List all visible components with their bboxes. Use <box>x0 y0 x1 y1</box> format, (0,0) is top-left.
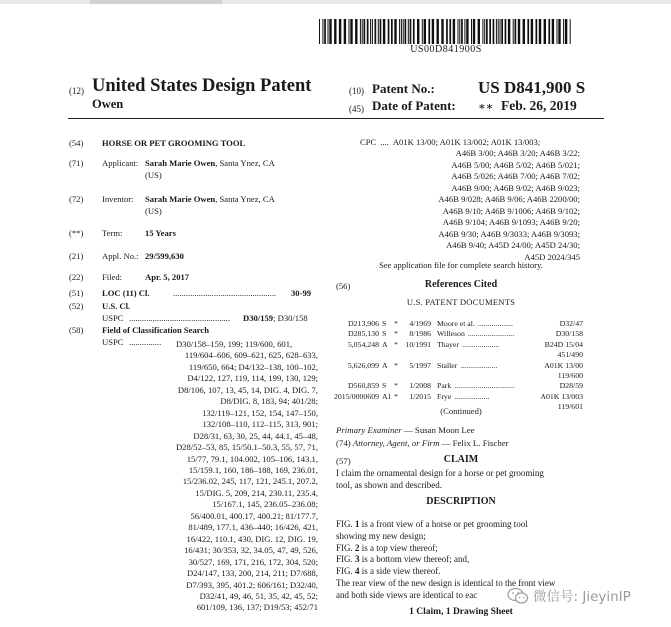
ref-name-cell <box>437 392 489 402</box>
barcode-bar <box>364 19 366 44</box>
barcode-bar <box>405 19 407 44</box>
fig-label: FIG. <box>336 566 353 577</box>
ref-star: * <box>394 319 398 328</box>
reference-row <box>333 392 583 402</box>
term-value: 15 Years <box>145 228 176 238</box>
barcode-bar <box>437 19 439 44</box>
classification-line: D4/122, 127, 119, 114, 199, 130, 129; <box>187 373 318 384</box>
claim-text <box>336 467 584 491</box>
classification-line: D30/158–159, 199; 119/600, 601, <box>176 339 293 349</box>
ref-num: D213,906 <box>348 319 379 328</box>
barcode-bar <box>552 19 554 44</box>
ref-num: 2015/0000609 <box>333 391 379 401</box>
barcode-bar <box>394 19 396 44</box>
cpc-line: A46B 9/028; A46B 9/06; A46B 2200/00; <box>438 194 580 205</box>
barcode-bar <box>478 19 480 44</box>
barcode-bar <box>498 19 499 44</box>
us-cl-value <box>243 313 308 325</box>
fig-number: 3 <box>355 554 360 565</box>
classification-line: 16/431; 30/353, 32, 34.05, 47, 49, 526, <box>184 545 318 556</box>
fig-number: 1 <box>355 519 360 529</box>
ref-name-cell <box>437 329 515 339</box>
top-bar-tab <box>90 0 222 4</box>
ref-date: 10/1991 <box>405 339 431 349</box>
barcode-bar <box>334 19 336 44</box>
reference-row-continued <box>333 371 583 381</box>
ref-name: Thayer <box>437 339 460 349</box>
barcode-bar <box>464 19 465 44</box>
field-num: (71) <box>69 158 84 168</box>
ref-name: Staller <box>437 360 458 370</box>
barcode-bar <box>370 19 371 44</box>
barcode-bar <box>459 19 460 44</box>
inventor-name: Sarah Marie Owen <box>145 194 216 204</box>
applicant-location: , Santa Ynez, CA <box>215 158 275 168</box>
code-57: (57) <box>336 456 351 466</box>
barcode-bar <box>536 19 538 44</box>
barcode-bar <box>484 19 485 44</box>
rear-line: The rear view of the new design is identical to the front view <box>336 577 556 588</box>
barcode-bar <box>493 19 495 44</box>
term-label: Term: <box>102 228 123 238</box>
search-dots: ............... <box>129 337 162 347</box>
field-of-search-label: Field of Classification Search <box>102 325 210 335</box>
claim-line: tool, as shown and described. <box>336 480 442 490</box>
claims-summary: 1 Claim, 1 Drawing Sheet <box>409 607 513 617</box>
code-45: (45) <box>349 104 364 114</box>
fig-desc: is a front view of a horse or pet grooming tool <box>361 519 528 529</box>
inventor-surname: Owen <box>92 97 124 111</box>
barcode-bar <box>527 19 529 44</box>
barcode-bar <box>401 19 402 44</box>
references-title: References Cited <box>424 279 498 290</box>
field-num: (52) <box>69 301 84 311</box>
patent-date: Feb. 26, 2019 <box>501 98 577 113</box>
examiner-name: — Susan Moon Lee <box>403 425 475 435</box>
applicant-label: Applicant: <box>102 158 139 168</box>
barcode-bar <box>362 19 363 44</box>
classification-line: 119/604–606, 609–621, 625, 628–633, <box>184 350 318 361</box>
top-bar <box>0 0 671 4</box>
loc-value: 30-99 <box>291 288 312 298</box>
classification-line: 16/422, 110.1, 430, DIG. 12, DIG. 19, <box>186 533 318 544</box>
fig-desc: is a top view thereof; <box>361 542 438 553</box>
attorney-name: — Felix L. Fischer <box>441 438 509 448</box>
us-cl-rest: ; D30/158 <box>273 313 308 323</box>
inventor-value <box>145 194 275 206</box>
classification-line: 132/108–110, 112–115, 313, 901; <box>202 419 318 430</box>
reference-row <box>333 361 583 371</box>
applicant-value <box>145 158 275 170</box>
barcode-bar <box>446 19 448 44</box>
cpc-line: A46B 5/026; A46B 7/00; A46B 7/02; <box>451 171 580 182</box>
barcode-bar <box>391 19 393 44</box>
barcode-bar <box>466 19 468 44</box>
barcode-bar <box>544 19 546 44</box>
ref-dots: ............................... <box>454 381 515 391</box>
cpc-dots: .... <box>380 137 389 147</box>
ref-date: 1/2015 <box>409 391 431 401</box>
barcode-bar <box>548 19 550 44</box>
ref-name-cell <box>437 319 513 329</box>
wechat-icon <box>507 587 529 605</box>
barcode-bar <box>422 19 423 44</box>
primary-examiner <box>336 425 475 435</box>
cpc-line: A46B 9/40; A45D 24/00; A45D 24/30; <box>446 240 580 251</box>
barcode-bar <box>501 19 503 44</box>
ref-cls: D28/59 <box>559 381 583 391</box>
search-history-note: See application file for complete search history. <box>379 260 543 270</box>
classification-line: 132/119–121, 152, 154, 147–150, <box>202 407 318 418</box>
ref-cls: A01K 13/003 <box>540 391 583 401</box>
barcode-bar <box>367 19 369 44</box>
barcode-bar <box>513 19 514 44</box>
barcode-bar <box>344 19 346 44</box>
fig-line <box>336 543 584 555</box>
barcode-bar <box>417 19 419 44</box>
fig-line: showing my new design; <box>336 530 426 541</box>
cpc-line: A46B 9/104; A46B 9/1093; A46B 9/20; <box>442 217 580 228</box>
classification-line: D28/52–53, 85, 15/50.1–50.3, 55, 57, 71, <box>175 442 318 453</box>
ref-flag: S <box>382 319 387 328</box>
date-label: Date of Patent: <box>372 98 456 113</box>
classification-line: 15/167.1, 145, 236.05–236.08; <box>212 499 318 510</box>
examiner-label: Primary Examiner <box>336 425 402 435</box>
barcode-bar <box>360 19 361 44</box>
barcode-bar <box>557 19 558 44</box>
watermark-text: 微信号: JieyinIP <box>533 589 631 605</box>
ref-name: Frye <box>437 391 452 401</box>
barcode-bar <box>329 19 331 44</box>
inventor-country: (US) <box>145 206 162 216</box>
barcode-bar <box>500 19 501 44</box>
ref-star: * <box>394 360 398 370</box>
barcode-bar <box>489 19 491 44</box>
barcode-bar <box>378 19 379 44</box>
fig-desc: is a bottom view thereof; and, <box>361 554 470 565</box>
barcode-bar <box>399 19 400 44</box>
loc-label: LOC (11) Cl. <box>102 288 150 298</box>
ref-cls-cont: 119/601 <box>557 402 583 412</box>
barcode-number: US00D841900S <box>410 44 482 55</box>
fig-line <box>336 554 584 566</box>
field-num: (72) <box>69 194 84 204</box>
ref-date: 8/1986 <box>409 329 431 339</box>
reference-row <box>333 381 583 391</box>
fig-line <box>336 519 584 531</box>
cpc-block <box>360 137 580 263</box>
classification-line: D8/106, 107, 13, 45, 14, DIG. 4, DIG. 7, <box>177 384 318 395</box>
barcode-bar <box>508 19 510 44</box>
barcode-bar <box>565 19 567 44</box>
ref-star: * <box>394 339 398 349</box>
reference-row <box>333 329 583 339</box>
ref-dots: ................... <box>462 339 500 349</box>
barcode-bar <box>328 19 329 44</box>
barcode <box>319 19 573 44</box>
fig-label: FIG. <box>336 554 353 565</box>
barcode-bar <box>523 19 525 44</box>
barcode-bar <box>319 19 320 44</box>
reference-row <box>333 340 583 350</box>
ref-name-cell <box>437 340 499 350</box>
barcode-bar <box>380 19 382 44</box>
fig-number: 2 <box>355 542 360 553</box>
classification-line: 15/DIG. 5, 209, 214, 230.11, 235.4, <box>195 487 318 498</box>
code-74: (74) <box>336 438 351 448</box>
barcode-bar <box>563 19 564 44</box>
applicant-country: (US) <box>145 170 162 180</box>
ref-cls-cont: 119/600 <box>557 370 583 380</box>
barcode-bar <box>383 19 385 44</box>
barcode-bar <box>458 19 459 44</box>
field-num: (54) <box>69 138 84 148</box>
cpc-codes: A01K 13/00; A01K 13/002; A01K 13/003; <box>392 137 541 147</box>
code-12: (12) <box>69 86 84 96</box>
field-num: (51) <box>69 288 84 298</box>
barcode-bar <box>461 19 463 44</box>
classification-line: 15/77, 79.1, 104.002, 105–106, 143.1, <box>186 453 318 464</box>
ref-name: Willeson <box>437 329 465 339</box>
fig-desc: is a side view thereof. <box>361 566 441 577</box>
cpc-line: A46B 3/00; A46B 3/20; A46B 3/22; <box>455 148 580 159</box>
classification-line: D28/31, 63, 30, 25, 44, 44.1, 45–48, <box>193 430 318 441</box>
document-title: United States Design Patent <box>92 76 312 96</box>
barcode-bar <box>486 19 488 44</box>
cpc-line: A46B 9/00; A46B 9/02; A46B 9/023; <box>451 182 580 193</box>
ref-flag: A <box>382 339 388 349</box>
invention-title: HORSE OR PET GROOMING TOOL <box>102 138 246 148</box>
field-num: (22) <box>69 272 84 282</box>
patent-number: US D841,900 S <box>478 78 586 97</box>
cpc-label: CPC <box>360 137 377 147</box>
ref-flag: A <box>382 360 388 370</box>
ref-name-cell <box>437 361 497 371</box>
barcode-bar <box>441 19 443 44</box>
fig-label: FIG. <box>336 519 353 529</box>
classification-line: D24/147, 133, 200, 214, 211; D7/688, <box>187 568 318 579</box>
classification-line: 81/489, 177.1, 436–440; 16/426, 421, <box>188 522 318 533</box>
barcode-bar <box>324 19 326 44</box>
ref-cls: A01K 13/00 <box>544 360 583 370</box>
barcode-bar <box>375 19 377 44</box>
search-uspc: USPC <box>102 337 124 347</box>
classification-line: 30/527, 169, 171, 216, 172, 304, 520; <box>188 556 318 567</box>
inventor-label: Inventor: <box>102 194 134 204</box>
barcode-bar <box>322 19 323 44</box>
us-cl-label: U.S. Cl. <box>102 301 131 311</box>
barcode-bar <box>432 19 434 44</box>
barcode-bar <box>403 19 404 44</box>
ref-date: 1/2008 <box>409 381 431 391</box>
reference-row-continued <box>333 350 583 360</box>
classification-line: 601/109, 136, 137; D19/53; 452/71 <box>196 602 318 613</box>
us-cl-dots: ............................................... <box>129 313 230 323</box>
barcode-bar <box>388 19 390 44</box>
ref-flag: A1 <box>382 391 392 401</box>
patent-no-label: Patent No.: <box>372 81 435 96</box>
ref-name-cell <box>437 381 515 391</box>
reference-row <box>333 319 583 329</box>
ref-date: 5/1997 <box>409 360 431 370</box>
us-cl-main: D30/159 <box>243 313 274 323</box>
filed-value: Apr. 5, 2017 <box>145 272 190 282</box>
references-list <box>333 319 583 413</box>
inventor-location: , Santa Ynez, CA <box>215 194 275 204</box>
description-title: DESCRIPTION <box>426 496 496 507</box>
ref-star: * <box>394 329 398 339</box>
classification-lines <box>100 339 318 614</box>
watermark <box>507 585 667 607</box>
cpc-line: A45D 2024/345 <box>524 251 580 262</box>
barcode-bar <box>473 19 475 44</box>
ref-num: D560,859 <box>348 381 379 391</box>
barcode-bar <box>496 19 497 44</box>
barcode-bar <box>428 19 430 44</box>
ref-num: 5,054,248 <box>347 339 379 349</box>
field-num: (21) <box>69 251 84 261</box>
applicant-name: Sarah Marie Owen <box>145 158 216 168</box>
barcode-bar <box>410 19 412 44</box>
ref-flag: S <box>382 381 387 391</box>
barcode-bar <box>424 19 426 44</box>
date-mark: ∗∗ <box>478 101 494 113</box>
us-cl-uspc: USPC <box>102 313 124 323</box>
appl-no-value: 29/599,630 <box>145 251 184 261</box>
claim-title: CLAIM <box>443 454 479 465</box>
filed-label: Filed: <box>102 272 123 282</box>
barcode-bar <box>449 19 451 44</box>
ref-name: Park <box>437 381 452 391</box>
ref-star: * <box>394 391 398 401</box>
barcode-bar <box>518 19 520 44</box>
classification-line: D8/DIG. 8, 183, 94; 401/28; <box>220 396 318 407</box>
classification-line: 15/236.02, 245, 117, 121, 245.1, 207.2, <box>182 476 318 487</box>
ref-cls: B24D 15/04 <box>544 339 583 349</box>
continued-label: (Continued) <box>440 406 482 416</box>
ref-num: D285,130 <box>348 329 379 339</box>
field-num: (58) <box>69 325 84 335</box>
ref-dots: ........................ <box>467 329 515 339</box>
classification-line: D32/41, 49, 46, 51, 35, 42, 45, 52; <box>199 590 318 601</box>
barcode-bar <box>505 19 507 44</box>
code-56: (56) <box>336 281 351 291</box>
barcode-bar <box>355 19 357 44</box>
ref-name: Moore et al. <box>437 319 475 328</box>
barcode-bar <box>349 19 350 44</box>
barcode-bar <box>471 19 472 44</box>
barcode-bar <box>558 19 560 44</box>
ref-dots: .................. <box>454 391 490 401</box>
field-num: (**) <box>69 228 84 238</box>
attorney-label: Attorney, Agent, or Firm <box>352 438 440 448</box>
ref-cls: D30/158 <box>555 329 583 339</box>
barcode-bar <box>372 19 373 44</box>
barcode-bar <box>408 19 409 44</box>
ref-cls: D32/47 <box>559 319 583 328</box>
appl-no-label: Appl. No.: <box>102 251 139 261</box>
cpc-line <box>360 137 580 148</box>
fig-line <box>336 566 584 578</box>
barcode-bar <box>413 19 415 44</box>
classification-line: 119/650, 664; D4/132–138, 100–102, <box>188 361 318 372</box>
code-10: (10) <box>349 86 364 96</box>
barcode-bar <box>350 19 352 44</box>
ref-dots: .................. <box>477 319 513 328</box>
ref-cls-cont: 451/490 <box>557 350 583 360</box>
fig-number: 4 <box>355 566 360 577</box>
barcode-bar <box>515 19 517 44</box>
barcode-bar <box>531 19 533 44</box>
us-documents-title: U.S. PATENT DOCUMENTS <box>406 297 516 307</box>
barcode-bar <box>453 19 455 44</box>
ref-date: 4/1969 <box>409 319 431 328</box>
cpc-line: A46B 5/00; A46B 5/02; A46B 5/021; <box>451 159 580 170</box>
ref-num: 5,626,099 <box>347 360 379 370</box>
cpc-line: A46B 9/10; A46B 9/1006; A46B 9/102; <box>442 205 580 216</box>
loc-dots: ................................................ <box>173 288 277 298</box>
barcode-bar <box>482 19 483 44</box>
ref-dots: ................... <box>460 360 498 370</box>
cpc-line: A46B 9/30; A46B 9/3033; A46B 9/3093; <box>438 228 580 239</box>
fig-label: FIG. <box>336 542 353 553</box>
barcode-bar <box>539 19 541 44</box>
rear-line: and both side views are identical to eac <box>336 589 478 600</box>
ref-star: * <box>394 381 398 391</box>
barcode-bar <box>339 19 341 44</box>
barcode-bar <box>570 19 571 44</box>
ref-flag: S <box>382 329 387 339</box>
classification-line: D7/393, 395, 401.2; 606/161; D32/40, <box>186 579 318 590</box>
classification-line: 56/400.01, 400.17, 400.21; 81/177.7, <box>190 510 318 521</box>
attorney-line <box>336 438 509 448</box>
header-rule <box>68 118 604 119</box>
claim-line: I claim the ornamental design for a horse or pet grooming <box>336 468 544 478</box>
classification-line: 15/159.1, 160, 186–188, 169, 236.01, <box>188 464 318 475</box>
